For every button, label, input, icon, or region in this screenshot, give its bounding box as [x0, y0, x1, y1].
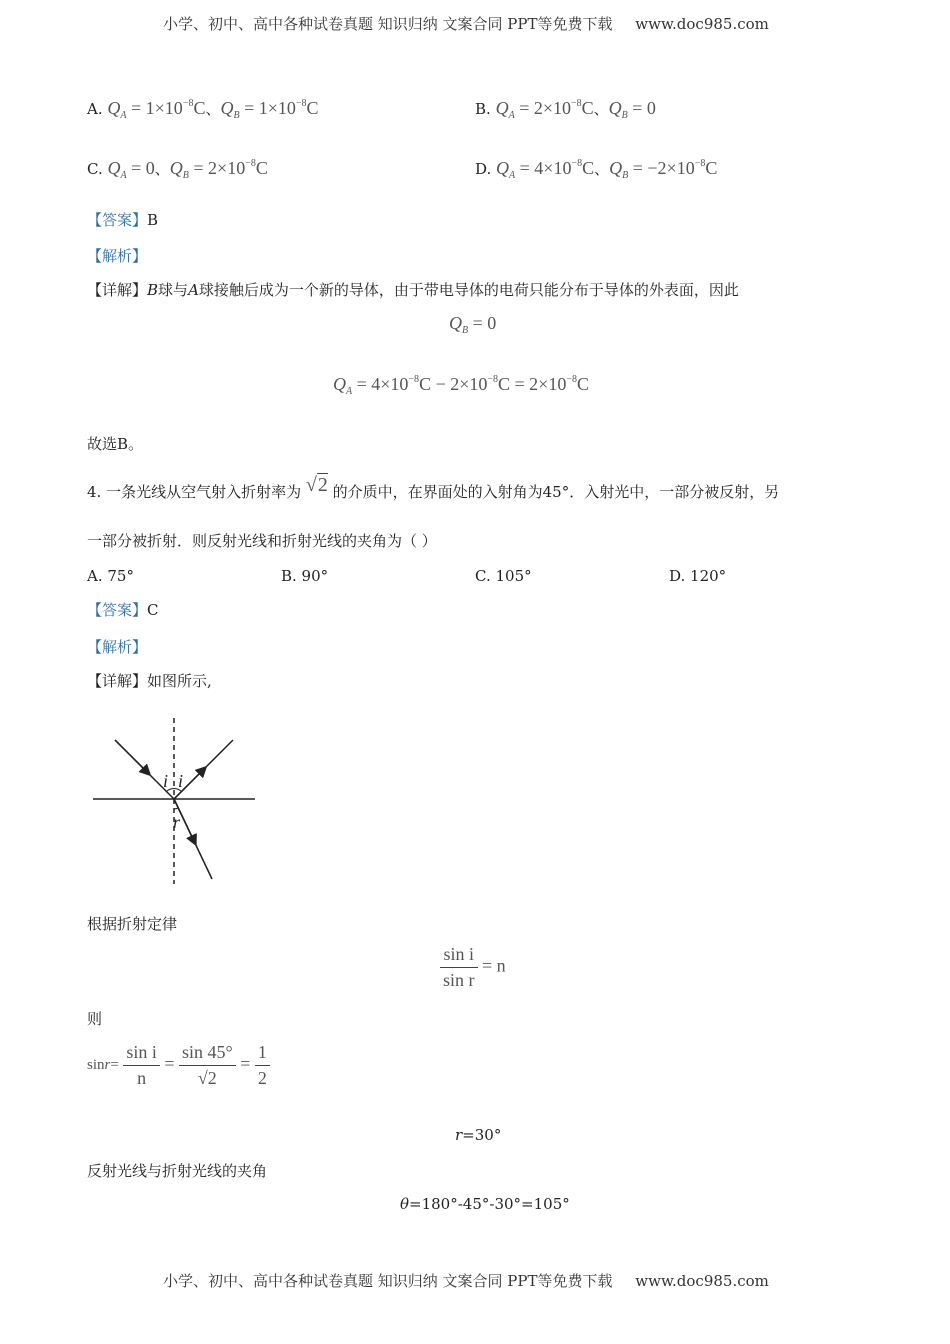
- q4-answer: 【答案】C: [87, 601, 159, 619]
- q3-equation-qb: $Q_B = 0$: [449, 313, 497, 336]
- q4-snell-equation: $\frac{\text{sin i}}{\text{sin r}}$ = n: [440, 944, 506, 991]
- page-footer: [163, 1270, 769, 1291]
- q4-stem-line2: 一部分被折射．则反射光线和折射光线的夹角为（ ）: [87, 532, 437, 550]
- q4-option-d[interactable]: D. 120°: [669, 567, 727, 585]
- q4-option-b[interactable]: B. 90°: [281, 567, 329, 585]
- q4-stem-line1: 4. 一条光线从空气射入折射率为 √2 的介质中，在界面处的入射角为45°．入射光中，一部分被反射，另: [87, 474, 780, 501]
- q4-r-result: r=30°: [455, 1126, 502, 1144]
- footer-text: 小学、初中、高中各种试卷真题 知识归纳 文案合同 PPT等免费下载: [163, 1272, 613, 1290]
- label-incident-angle: i: [163, 771, 169, 791]
- header-site-link[interactable]: www.doc985.com: [635, 15, 769, 33]
- label-refraction-angle: r: [173, 812, 181, 832]
- q3-analysis-tag: 【解析】: [87, 247, 148, 265]
- q3-detail: 【详解】B球与A球接触后成为一个新的导体，由于带电导体的电荷只能分布于导体的外表面，因此: [87, 281, 739, 299]
- q4-analysis-tag: 【解析】: [87, 638, 148, 656]
- q4-sinr-equation: sinr= $\frac{\text{sin i}}{n}$ = $\frac{\sin 45^\circ}{√2}$ = $\frac{1}{2}$: [87, 1042, 270, 1089]
- header-text: 小学、初中、高中各种试卷真题 知识归纳 文案合同 PPT等免费下载: [163, 15, 613, 33]
- footer-site-link[interactable]: www.doc985.com: [635, 1272, 769, 1290]
- refraction-diagram: [85, 712, 265, 892]
- q4-detail: 【详解】如图所示,: [87, 672, 212, 690]
- q3-option-b[interactable]: B. $Q_A = 2\times 10^{-8}C$、$Q_B = 0$: [475, 98, 656, 121]
- q4-theta-result: θ=180°-45°-30°=105°: [400, 1195, 570, 1213]
- incident-arrow: [115, 740, 147, 772]
- q3-option-c[interactable]: C. $Q_A = 0$、$Q_B = 2\times 10^{-8}C$: [87, 158, 268, 181]
- q3-option-a[interactable]: A. $Q_A = 1\times 10^{-8}C$、$Q_B = 1\times 10^{-8}C$: [87, 98, 319, 121]
- q4-option-a[interactable]: A. 75°: [87, 567, 134, 585]
- page-header: [163, 13, 769, 34]
- q4-law-text: 根据折射定律: [87, 915, 178, 933]
- q4-then: 则: [87, 1010, 103, 1028]
- q3-answer: 【答案】B: [87, 211, 159, 229]
- q3-option-d[interactable]: D. $Q_A = 4\times 10^{-8}C$、$Q_B = -2\times 10^{-8}C$: [475, 158, 718, 181]
- q4-option-c[interactable]: C. 105°: [475, 567, 532, 585]
- label-reflection-angle: i: [178, 771, 184, 791]
- q3-conclusion: 故选B。: [87, 435, 144, 453]
- q3-equation-qa: $Q_A = 4\times 10^{-8}C - 2\times 10^{-8}C = 2\times 10^{-8}C$: [333, 374, 589, 397]
- q4-angle-text: 反射光线与折射光线的夹角: [87, 1162, 268, 1180]
